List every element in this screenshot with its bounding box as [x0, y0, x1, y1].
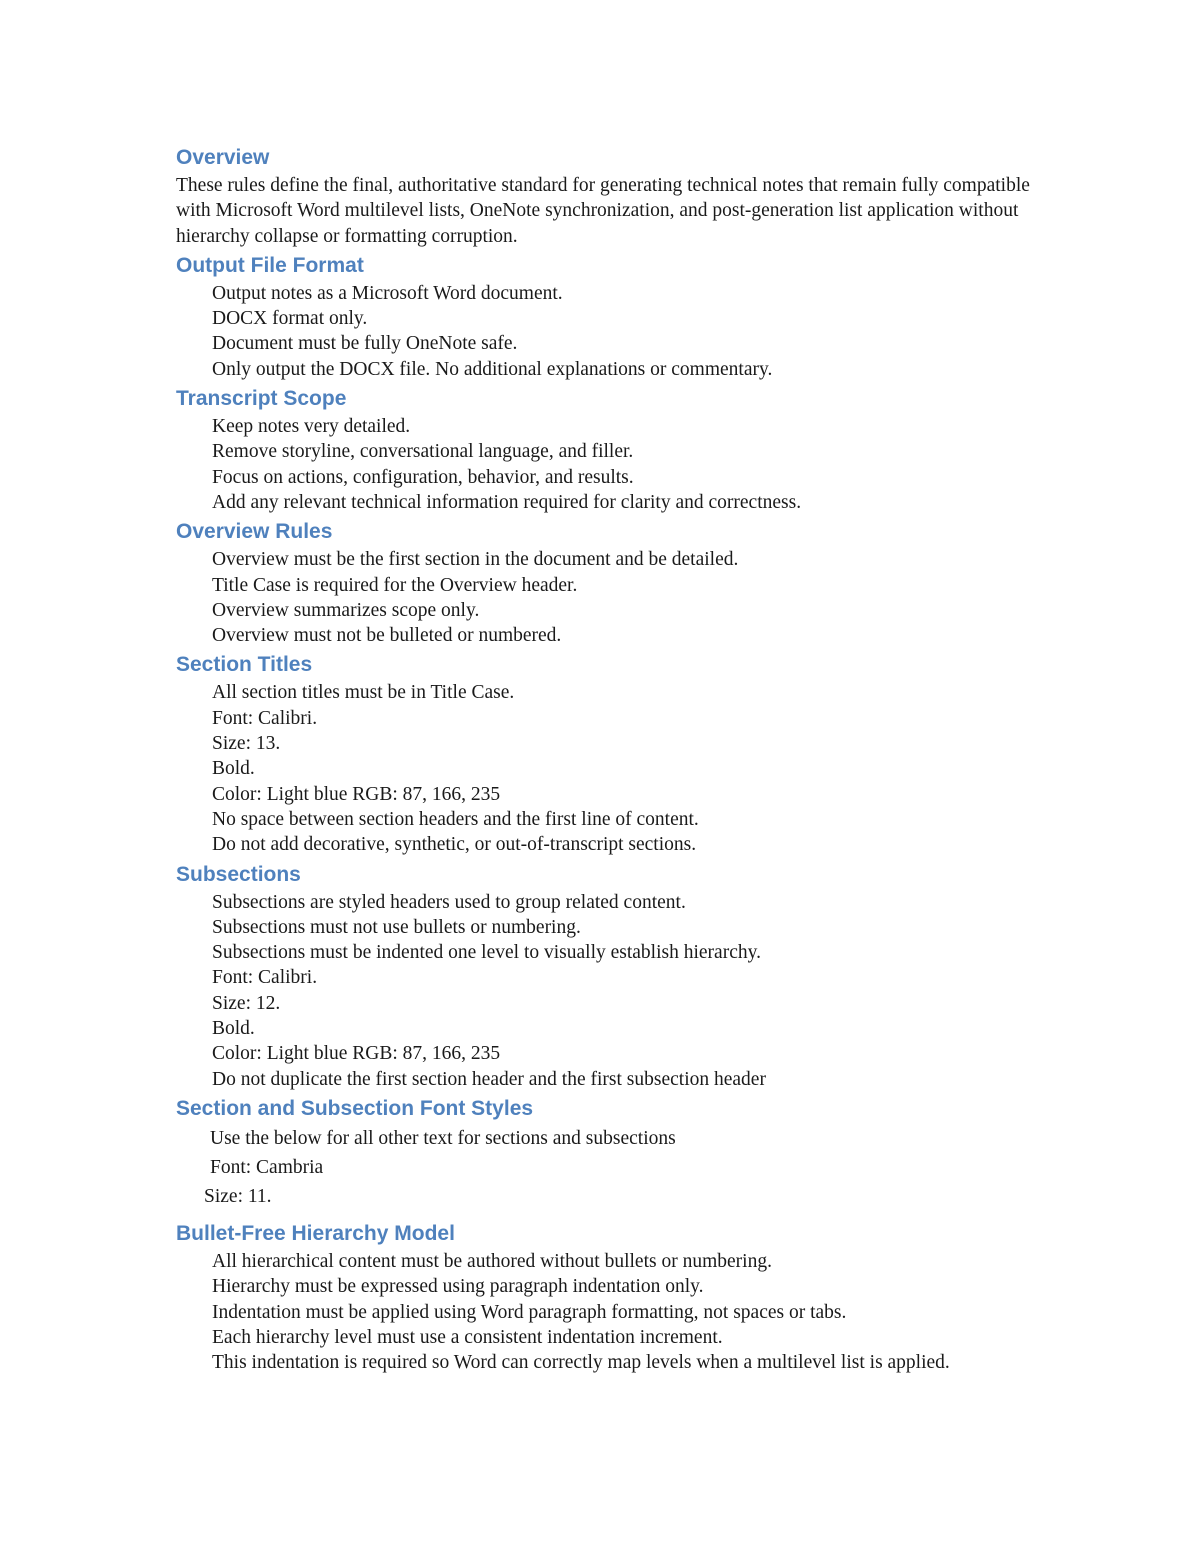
section-title-subsections: Subsections	[176, 862, 301, 886]
section-title-overview-rules: Overview Rules	[176, 520, 333, 544]
body-line: Document must be fully OneNote safe.	[212, 333, 518, 355]
body-line: Overview must be the first section in the document and be detailed.	[212, 549, 739, 571]
document-page	[176, 143, 1036, 1377]
section-body-font-styles	[176, 1124, 1036, 1211]
body-line: Output notes as a Microsoft Word document.	[212, 282, 563, 304]
body-line: Color: Light blue RGB: 87, 166, 235	[212, 783, 501, 805]
body-line: Each hierarchy level must use a consistent indentation increment.	[212, 1326, 723, 1348]
section-body-section-titles	[176, 680, 1036, 857]
body-line: Bold.	[212, 1018, 255, 1040]
section-title-overview: Overview	[176, 146, 270, 169]
body-line: Hierarchy must be expressed using paragraph indentation only.	[212, 1276, 704, 1298]
body-line: Size: 13.	[212, 733, 281, 755]
body-line: Bold.	[212, 758, 255, 780]
body-line: Add any relevant technical information required for clarity and correctness.	[212, 491, 802, 513]
section-body-overview-rules	[176, 547, 1036, 648]
body-line: No space between section headers and the first line of content.	[212, 808, 699, 830]
section-title-font-styles: Section and Subsection Font Styles	[176, 1096, 534, 1120]
body-line: All section titles must be in Title Case.	[212, 682, 515, 704]
body-line: This indentation is required so Word can correctly map levels when a multilevel list is applied.	[212, 1352, 950, 1374]
section-body-bullet-free-hierarchy	[176, 1249, 1036, 1375]
body-line: Font: Calibri.	[212, 707, 318, 729]
body-line: Remove storyline, conversational language, and filler.	[212, 441, 634, 463]
body-line: Only output the DOCX file. No additional explanations or commentary.	[212, 358, 773, 380]
overview-paragraph: These rules define the final, authoritative standard for generating technical notes that remain fully compatible with Microsoft Word multilevel lists, OneNote synchronization, and post-generation list application without hierarchy collapse or formatting corruption.	[176, 175, 1030, 247]
body-line: Font: Cambria	[210, 1156, 324, 1178]
body-line: Title Case is required for the Overview header.	[212, 574, 578, 596]
body-line: DOCX format only.	[212, 308, 368, 330]
body-line: Keep notes very detailed.	[212, 416, 411, 438]
body-line: Use the below for all other text for sections and subsections	[210, 1127, 676, 1149]
body-line: All hierarchical content must be authored without bullets or numbering.	[212, 1250, 772, 1272]
body-line: Do not add decorative, synthetic, or out-of-transcript sections.	[212, 834, 697, 856]
section-title-transcript-scope: Transcript Scope	[176, 387, 347, 411]
section-body-output-file-format	[176, 281, 1036, 382]
body-line: Do not duplicate the first section header and the first subsection header	[212, 1068, 766, 1090]
body-line: Subsections are styled headers used to group related content.	[212, 891, 686, 913]
body-line: Size: 12.	[212, 992, 281, 1014]
body-line: Font: Calibri.	[212, 967, 318, 989]
body-line: Subsections must be indented one level to visually establish hierarchy.	[212, 942, 761, 964]
body-line: Size: 11.	[204, 1185, 272, 1207]
body-line: Subsections must not use bullets or numbering.	[212, 916, 581, 938]
body-line: Color: Light blue RGB: 87, 166, 235	[212, 1043, 501, 1065]
body-line: Focus on actions, configuration, behavior, and results.	[212, 466, 634, 488]
section-title-bullet-free-hierarchy: Bullet-Free Hierarchy Model	[176, 1221, 455, 1245]
body-line: Overview summarizes scope only.	[212, 599, 480, 621]
section-body-subsections	[176, 890, 1036, 1092]
body-line: Indentation must be applied using Word paragraph formatting, not spaces or tabs.	[212, 1301, 847, 1323]
body-line: Overview must not be bulleted or numbered.	[212, 625, 562, 647]
section-title-output-file-format: Output File Format	[176, 253, 364, 277]
section-title-section-titles: Section Titles	[176, 653, 313, 677]
section-body-transcript-scope	[176, 414, 1036, 515]
